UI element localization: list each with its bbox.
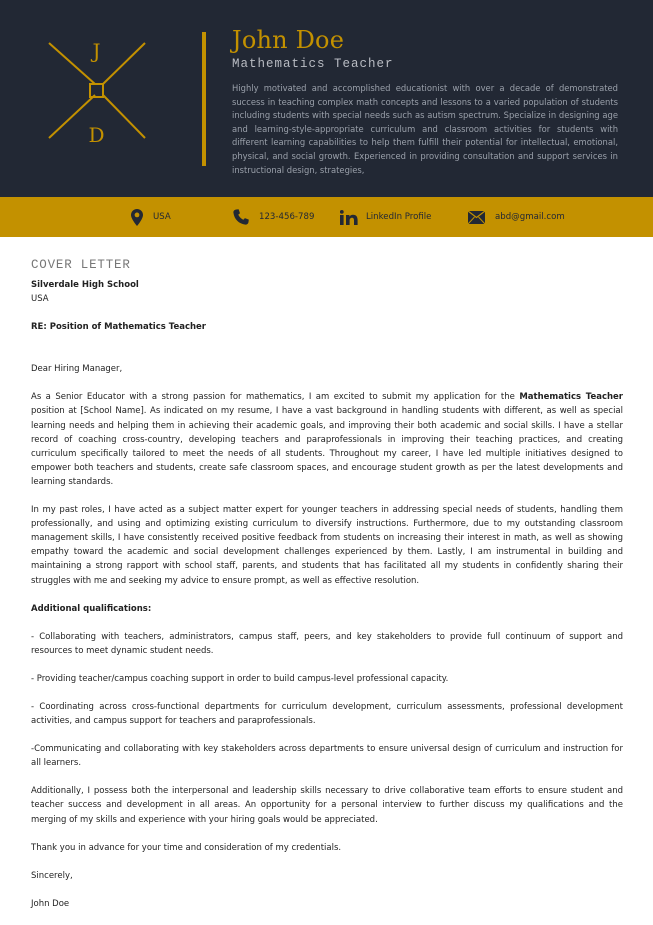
profile-summary: Highly motivated and accomplished educationist with over a decade of demonstrated success in teaching complex math concepts and lessons to a varied population of students including students with special needs such as autism spectrum. Specialize in designing age and learning-style-appropriate curriculum and classroom activities for students with different learning capabilities to help them fulfill their potential for intellectual, emotional, physical, and social growth. Experienced in providing consultation and support services in instructional design, strategies, — [232, 83, 618, 175]
resume-header — [0, 0, 653, 197]
recipient-country: USA — [31, 294, 49, 305]
qualification-item: -Communicating and collaborating with key stakeholders across departments to ensure universal design of curriculum and instruction for all learners. — [31, 744, 623, 769]
para1-text-start: As a Senior Educator with a strong passion for mathematics, I am excited to submit my application for the — [31, 392, 520, 403]
vertical-divider — [202, 32, 206, 166]
cover-letter-body — [31, 258, 623, 911]
qualifications-heading: Additional qualifications: — [31, 603, 152, 614]
monogram-logo — [44, 28, 154, 143]
thank-you-line: Thank you in advance for your time and consideration of my credentials. — [31, 842, 342, 853]
recipient-org: Silverdale High School — [31, 280, 139, 290]
paragraph-intro — [31, 390, 623, 489]
location-text: USA — [153, 212, 171, 222]
qualification-item: - Collaborating with teachers, administrators, campus staff, peers, and key stakeholders to provide full continuum of support and resources to meet dynamic student needs. — [31, 631, 623, 656]
monogram-bottom-letter: D — [88, 123, 105, 143]
para1-text-end: position at [School Name]. As indicated on my resume, I have a vast background in handling students with different, as well as special learning needs and helping them in achieving their academic goals, and improving their both academic and social skills. I have a stellar record of coaching cross-country, developing teachers and paraprofessionals in improving their teaching practices, and creating curriculum specifically tailored to meet the needs of all students. Throughout my career, I have led multiple initiatives designed to empower both teachers and students, create safe classroom spaces, and encourage student growth as per the latest developments and learning standards. — [31, 406, 623, 487]
linkedin-icon — [340, 210, 358, 225]
qualification-item: - Coordinating across cross-functional departments for curriculum development, curriculum assessments, professional development activities, and campus support for teachers and paraprofessionals. — [31, 701, 623, 727]
envelope-icon — [468, 211, 485, 224]
closing-phrase: Sincerely, — [31, 870, 73, 881]
qualification-item: - Providing teacher/campus coaching support in order to build campus-level professional capacity. — [31, 673, 449, 684]
email-text: abd@gmail.com — [495, 212, 565, 222]
para1-position-bold: Mathematics Teacher — [519, 392, 623, 403]
salutation: Dear Hiring Manager, — [31, 364, 123, 375]
candidate-name: John Doe — [232, 26, 345, 54]
candidate-role: Mathematics Teacher — [232, 57, 394, 71]
linkedin-text: LinkedIn Profile — [366, 212, 432, 222]
contact-linkedin[interactable] — [340, 197, 431, 237]
monogram-top-letter: J — [92, 39, 101, 63]
contact-location — [131, 197, 171, 237]
contact-phone — [233, 197, 314, 237]
phone-text: 123-456-789 — [259, 212, 315, 222]
contact-bar — [0, 197, 653, 237]
signature: John Doe — [31, 898, 70, 909]
paragraph-experience: In my past roles, I have acted as a subject matter expert for younger teachers in addressing special needs of students, handling them professionally, and using and optimizing existing curriculum to diversify instructions. Furthermore, due to my outstanding classroom management skills, I have consistently received positive feedback from students on increasing their interest in math, as well as showing empathy toward the academic and social development challenges experienced by them. Lastly, I am instrumental in building and maintaining a strong rapport with school staff, parents, and students that has facilitated all my students in confidently sharing their struggles with me and seeking my advice to ensure prompt, as well as effective resolution. — [31, 505, 623, 586]
paragraph-closing: Additionally, I possess both the interpersonal and leadership skills necessary to drive collaborative team efforts to ensure student and teacher success and development in all areas. An opportunity for a personal interview to further discuss my qualifications and the merging of my skills and experience with your hiring goals would be appreciated. — [31, 786, 623, 825]
subject-line: RE: Position of Mathematics Teacher — [31, 322, 206, 333]
phone-icon — [233, 209, 249, 225]
contact-email[interactable] — [468, 197, 565, 237]
cover-letter-title: COVER LETTER — [31, 258, 131, 272]
map-pin-icon — [131, 209, 143, 226]
